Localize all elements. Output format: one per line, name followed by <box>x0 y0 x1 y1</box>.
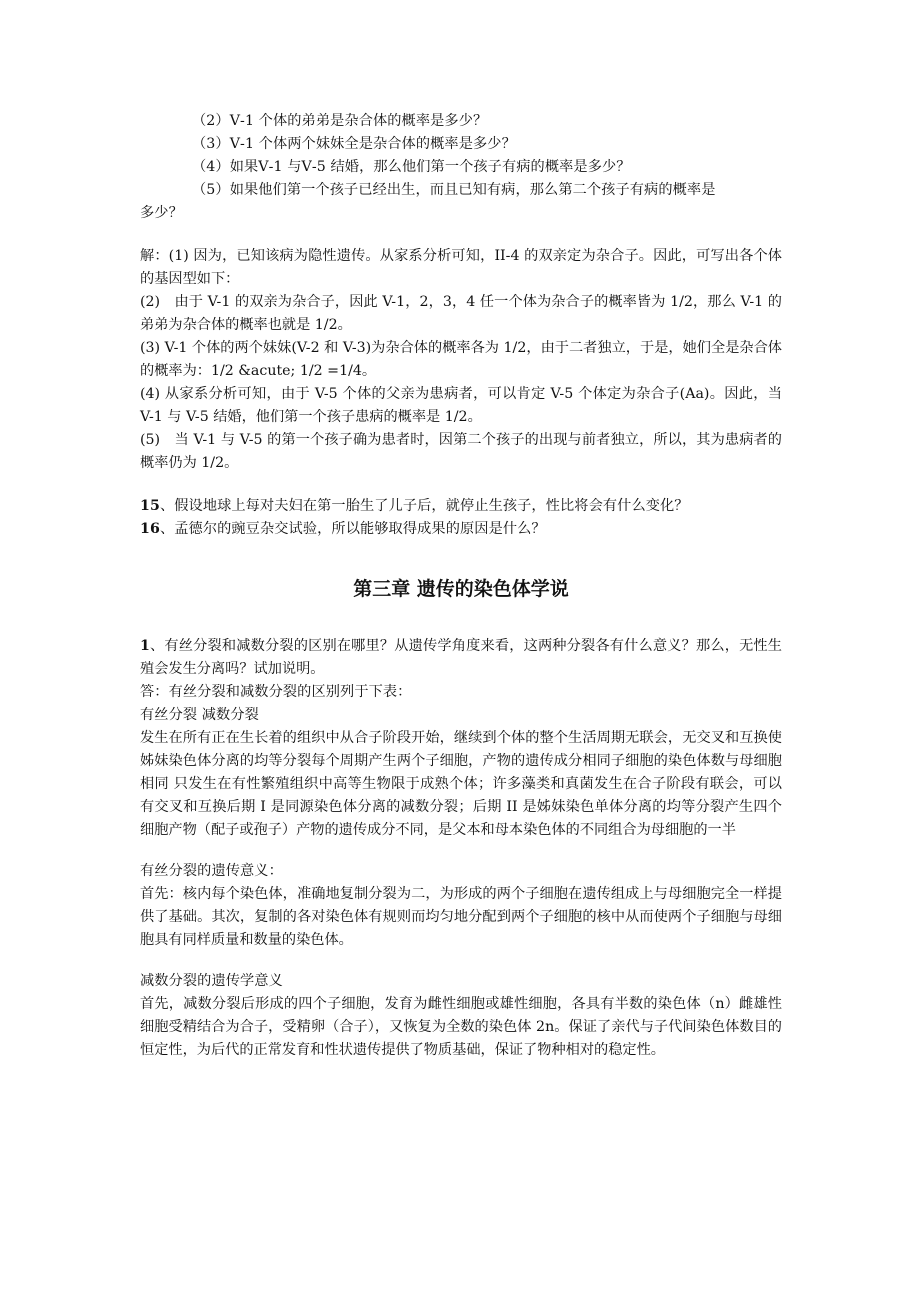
question-3: （3）Ⅴ-1 个体两个妹妹全是杂合体的概率是多少？ <box>192 136 516 152</box>
question-15 <box>140 495 782 518</box>
chapter-title: 第三章 遗传的染色体学说 <box>353 578 569 600</box>
answer-intro: 答：有丝分裂和减数分裂的区别列于下表： <box>140 684 412 700</box>
mitosis-meaning-body: 首先：核内每个染色体，准确地复制分裂为二，为形成的两个子细胞在遗传组成上与母细胞完全一样提供了基础。其次，复制的各对染色体有规则而均匀地分配到两个子细胞的核中从而使两个子细胞与母细胞具有同样质量和数量的染色体。 <box>140 886 782 948</box>
answer-5: (5) 当 V-1 与 V-5 的第一个孩子确为患者时，因第二个孩子的出现与前者独立，所以，其为患病者的概率仍为 1/2。 <box>140 432 782 471</box>
question-16-text: 、孟德尔的豌豆杂交试验，所以能够取得成果的原因是什么？ <box>159 521 546 537</box>
question-1-text: 、有丝分裂和减数分裂的区别在哪里？从遗传学角度来看，这两种分裂各有什么意义？那么，无性生殖会发生分离吗？试加说明。 <box>140 638 782 677</box>
question-16-number: 16 <box>140 521 160 537</box>
question-1 <box>140 635 782 681</box>
mitosis-meaning-title: 有丝分裂的遗传意义： <box>140 863 283 879</box>
question-16 <box>140 518 782 541</box>
question-1-number: 1 <box>140 638 150 654</box>
meiosis-meaning-title: 减数分裂的遗传学意义 <box>140 973 283 989</box>
question-2: （2）Ⅴ-1 个体的弟弟是杂合体的概率是多少？ <box>192 113 488 129</box>
table-header: 有丝分裂 减数分裂 <box>140 707 259 723</box>
answer-2: (2) 由于 V-1 的双亲为杂合子，因此 V-1，2，3，4 任一个体为杂合子的概率皆为 1/2，那么 V-1 的弟弟为杂合体的概率也就是 1/2。 <box>140 294 782 333</box>
question-15-number: 15 <box>140 498 160 514</box>
question-5-line-2: 多少？ <box>140 205 183 221</box>
answer-1: 解：(1) 因为，已知该病为隐性遗传。从家系分析可知，II-4 的双亲定为杂合子。因此，可写出各个体的基因型如下： <box>140 248 782 287</box>
question-4: （4）如果Ⅴ-1 与Ⅴ-5 结婚，那么他们第一个孩子有病的概率是多少？ <box>192 159 631 175</box>
question-5-line-1: （5）如果他们第一个孩子已经出生，而且已知有病，那么第二个孩子有病的概率是 <box>192 182 716 198</box>
table-body: 发生在所有正在生长着的组织中从合子阶段开始，继续到个体的整个生活周期无联会，无交叉和互换使姊妹染色体分离的均等分裂每个周期产生两个子细胞，产物的遗传成分相同子细胞的染色体数与母细胞相同 只发生在有性繁殖组织中高等生物限于成熟个体；许多藻类和真菌发生在合子阶段有联会，可以有交叉和互换后期 I 是同源染色体分离的减数分裂；后期 II 是姊妹染色单体分离的均等分裂产生四个细胞产物（配子或孢子）产物的遗传成分不同，是父本和母本染色体的不同组合为母细胞的一半 <box>140 730 782 838</box>
question-15-text: 、假设地球上每对夫妇在第一胎生了儿子后，就停止生孩子，性比将会有什么变化？ <box>159 498 689 514</box>
answer-3: (3) V-1 个体的两个妹妹(V-2 和 V-3)为杂合体的概率各为 1/2，由于二者独立，于是，她们全是杂合体的概率为：1/2 &acute; 1/2 =1/4。 <box>140 340 782 379</box>
meiosis-meaning-body: 首先，减数分裂后形成的四个子细胞，发育为雌性细胞或雄性细胞，各具有半数的染色体（n）雌雄性细胞受精结合为合子，受精卵（合子），又恢复为全数的染色体 2n。保证了亲代与子代间染色体数目的恒定性，为后代的正常发育和性状遗传提供了物质基础，保证了物种相对的稳定性。 <box>140 996 782 1058</box>
answer-4: (4) 从家系分析可知，由于 V-5 个体的父亲为患病者，可以肯定 V-5 个体定为杂合子(Aa)。因此，当 V-1 与 V-5 结婚，他们第一个孩子患病的概率是 1/2。 <box>140 386 782 425</box>
